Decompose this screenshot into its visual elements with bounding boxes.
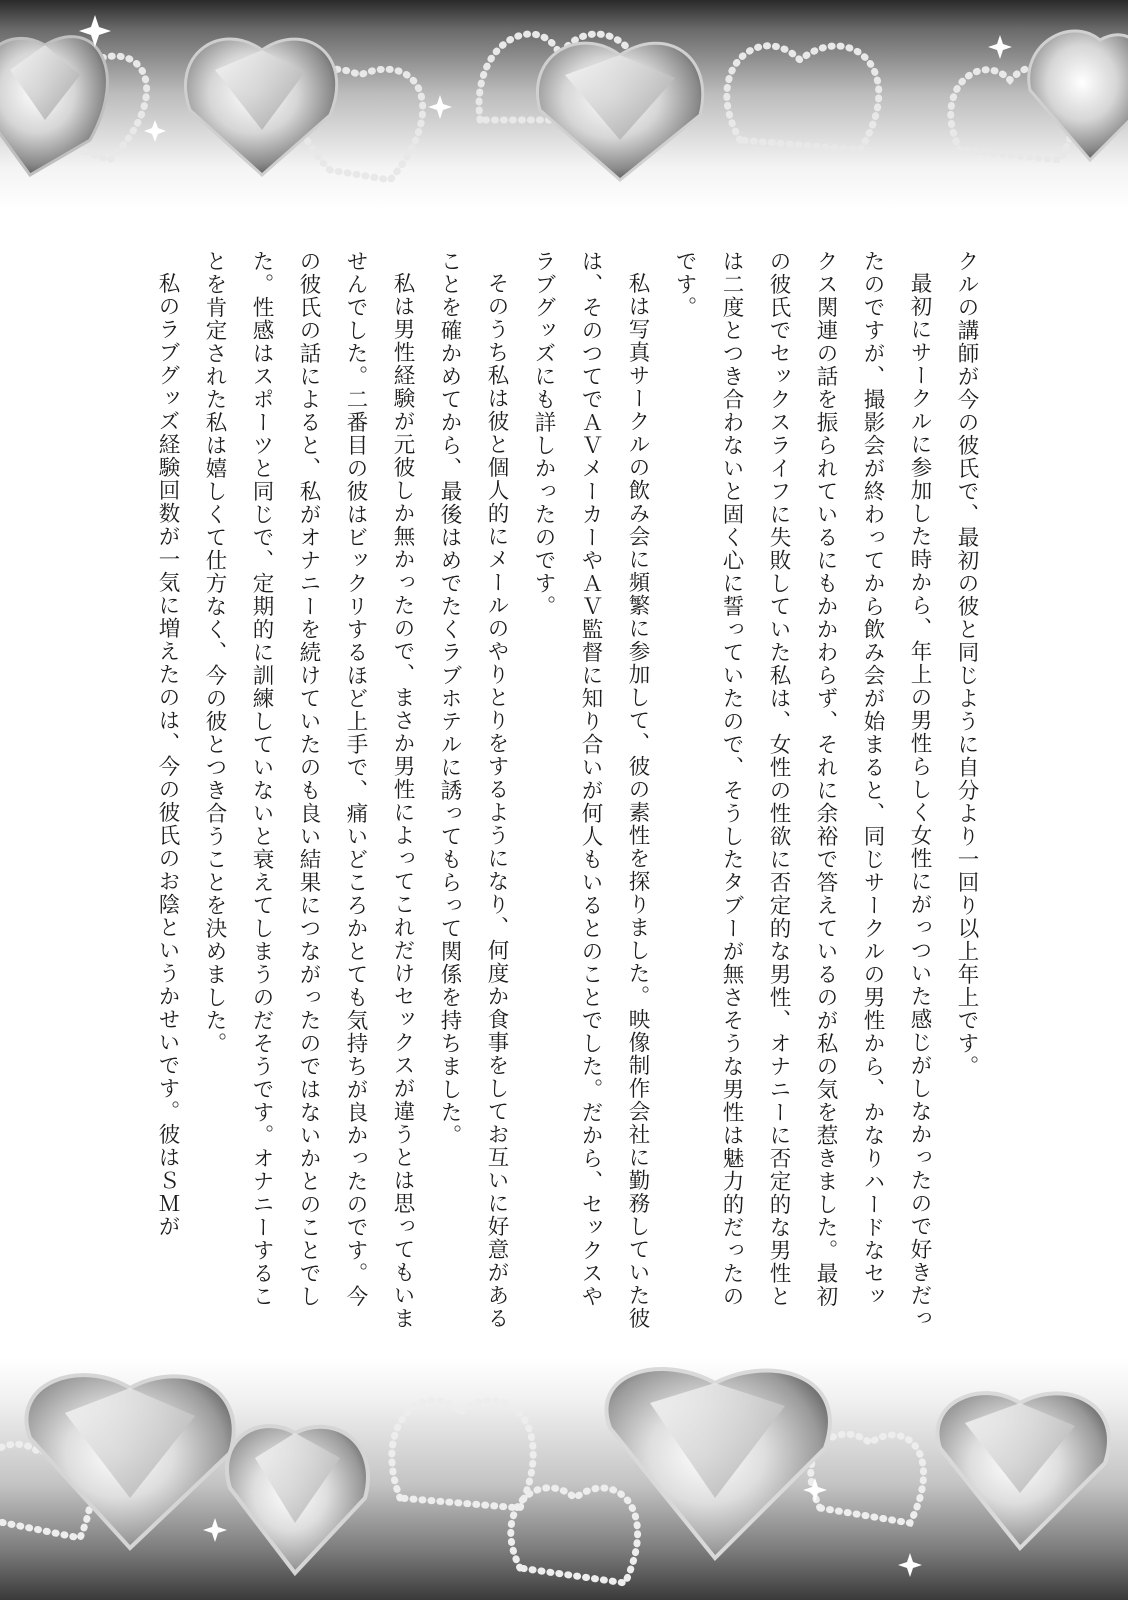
bottom-decorative-band <box>0 1358 1128 1600</box>
diamond-hearts-top-illustration <box>0 0 1128 210</box>
diamond-heart-gem-6 <box>227 1426 368 1573</box>
article-paragraph-5: 私は男性経験が元彼しか無かったので、まさか男性によってこれだけセックスが違うとは思ってもいませんでした。二番目の彼はビックリするほど上手で、痛いどころかとても気持ちが良かったのです。今の彼氏の話によると、私がオナニーを続けていたのも良い結果につながったのではないかとのことでした。性感はスポーツと同じで、定期的に訓練していないと衰えてしまうのだそうです。オナニーすることを肯定された私は嬉しくて仕方なく、今の彼とつき合うことを決めました。 <box>202 250 415 1330</box>
article-body-area <box>150 250 990 1330</box>
diamond-heart-gem-8 <box>937 1393 1108 1548</box>
article-paragraph-1: クルの講師が今の彼氏で、最初の彼と同じように自分より一回り以上年上です。 <box>954 250 979 1078</box>
article-paragraph-2: 最初にサークルに参加した時から、年上の男性らしく女性にがっついた感じがしなかったので好きだったのですが、撮影会が終わってから飲み会が始まると、同じサークルの男性から、かなりハードなセックス関連の話を振られているにもかかわらず、それに余裕で答えているのが私の気を惹きました。最初の彼氏でセックスライフに失敗していた私は、女性の性欲に否定的な男性、オナニーに否定的な男性とは二度とつき合わないと固く心に誓っていたので、そうしたタブーが無さそうな男性は魅力的だったのです。 <box>672 250 932 1330</box>
article-body-text <box>150 250 990 1330</box>
article-paragraph-3: 私は写真サークルの飲み会に頻繁に参加して、彼の素性を探りました。映像制作会社に勤務していた彼は、そのつてでＡＶメーカーやＡＶ監督に知り合いが何人もいるとのことでした。だから、セックスやラブグッズにも詳しかったのです。 <box>531 250 650 1330</box>
top-decorative-band <box>0 0 1128 210</box>
diamond-heart-gem-4 <box>1029 31 1128 160</box>
diamond-heart-gem-3 <box>537 43 702 180</box>
diamond-heart-gem-5 <box>26 1375 233 1548</box>
article-paragraph-4: そのうち私は彼と個人的にメールのやりとりをするようになり、何度か食事をしてお互いに好意があることを確かめてから、最後はめでたくラブホテルに誘ってもらって関係を持ちました。 <box>437 250 509 1330</box>
article-paragraph-6: 私のラブグッズ経験回数が一気に増えたのは、今の彼氏のお陰というかせいです。彼はＳＭが <box>155 271 180 1238</box>
diamond-hearts-bottom-illustration <box>0 1358 1128 1600</box>
diamond-heart-gem-7 <box>607 1369 830 1558</box>
